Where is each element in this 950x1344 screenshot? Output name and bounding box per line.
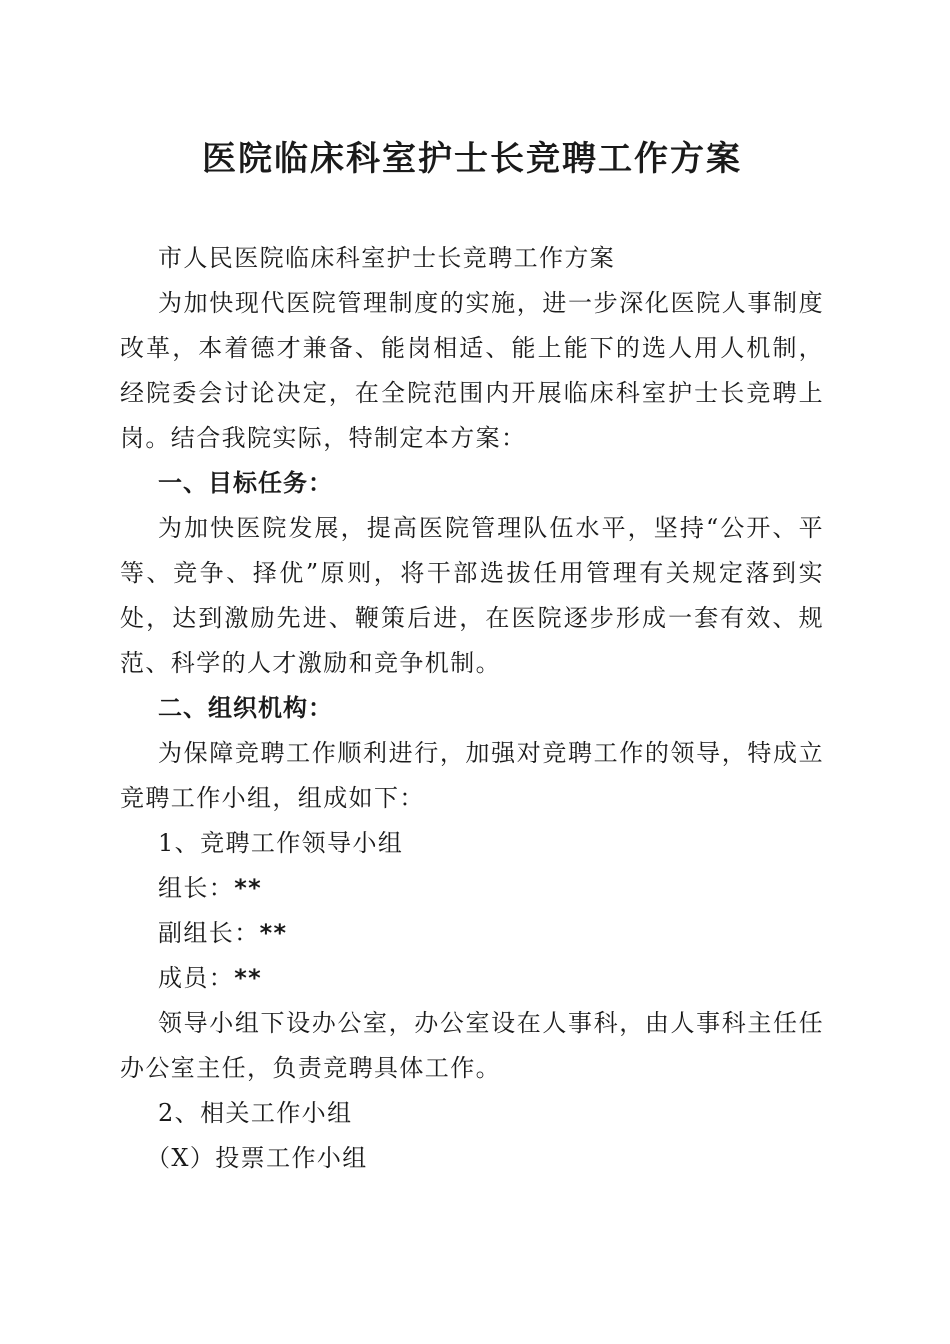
office-paragraph: 领导小组下设办公室，办公室设在人事科，由人事科主任任办公室主任，负责竞聘具体工作。: [120, 1009, 824, 1082]
leader-label: 组长：: [158, 874, 235, 902]
section2-heading: 二、组织机构：: [158, 694, 333, 722]
document-subtitle: 市人民医院临床科室护士长竞聘工作方案: [158, 244, 616, 272]
deputy-value: **: [259, 919, 288, 947]
section1-paragraph: 为加快医院发展，提高医院管理队伍水平，坚持“公开、平等、竞争、择优”原则，将干部选拔任用管理有关规定落到实处，达到激励先进、鞭策后进，在医院逐步形成一套有效、规范、科学的人才激励和竞争机制。: [120, 514, 824, 677]
group2-title: 2、相关工作小组: [158, 1099, 353, 1127]
members-line: [120, 956, 824, 1001]
members-value: **: [234, 964, 263, 992]
document-title: 医院临床科室护士长竞聘工作方案: [202, 139, 742, 179]
members-label: 成员：: [158, 964, 235, 992]
voting-group-title: （X）投票工作小组: [146, 1144, 368, 1172]
section2-paragraph: 为保障竞聘工作顺利进行，加强对竞聘工作的领导，特成立竞聘工作小组，组成如下：: [120, 739, 824, 812]
deputy-label: 副组长：: [158, 919, 260, 947]
section1-heading: 一、目标任务：: [158, 469, 333, 497]
intro-paragraph: 为加快现代医院管理制度的实施，进一步深化医院人事制度改革，本着德才兼备、能岗相适、能上能下的选人用人机制，经院委会讨论决定，在全院范围内开展临床科室护士长竞聘上岗。结合我院实际，特制定本方案：: [120, 289, 824, 452]
deputy-line: [120, 911, 824, 956]
leader-line: [120, 866, 824, 911]
leader-value: **: [234, 874, 263, 902]
group1-title: 1、竞聘工作领导小组: [158, 829, 404, 857]
